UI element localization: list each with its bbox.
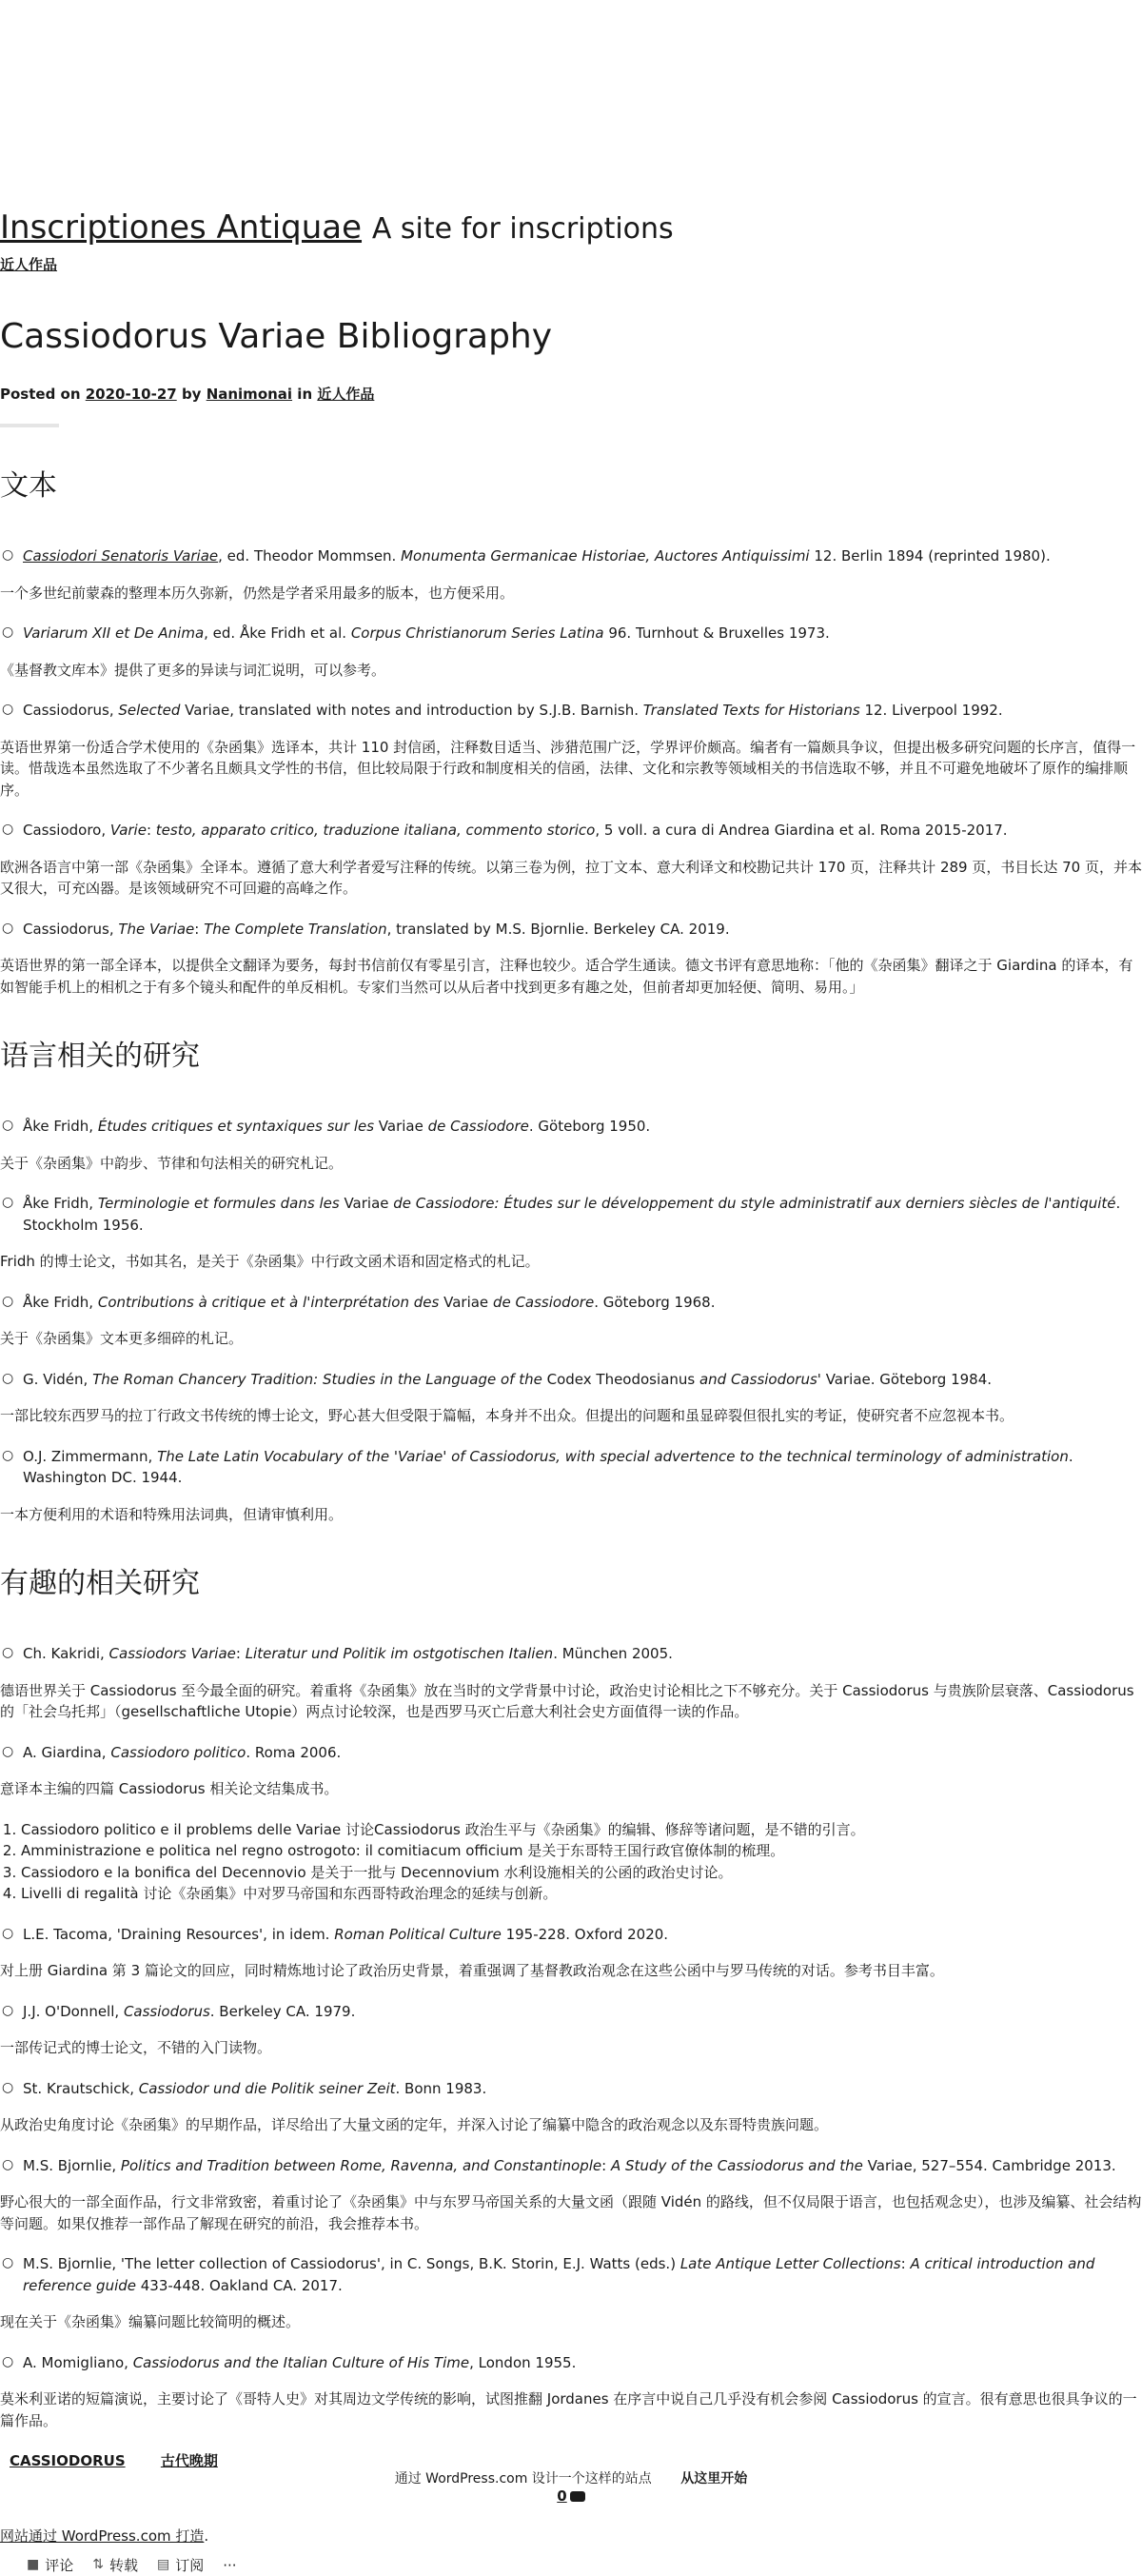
reference-list xyxy=(0,2155,1142,2177)
reference-author: Cassiodorus, xyxy=(23,921,118,938)
reference-author: M.S. Bjornlie, 'The letter collection of Cassiodorus', in C. Songs, B.K. Storin, E.J. Watts (eds.) xyxy=(23,2255,680,2272)
reference-series: A critical introduction and reference guide xyxy=(23,2255,1094,2294)
subscribe-icon: ▤ xyxy=(157,2555,169,2575)
reference-detail: : xyxy=(901,2255,911,2272)
tag-link[interactable]: CASSIODORUS xyxy=(10,2452,126,2469)
reference-item xyxy=(0,2253,1142,2296)
site-header xyxy=(0,0,1142,276)
reference-title: Politics and Tradition between Rome, Ravenna, and Constantinople xyxy=(121,2157,601,2174)
reference-author: L.E. Tacoma, 'Draining Resources', in idem. xyxy=(23,1926,334,1943)
reference-list xyxy=(0,919,1142,941)
reference-author: Cassiodorus, xyxy=(23,702,118,719)
reference-author: Cassiodoro, xyxy=(23,822,110,839)
reference-publication: 12. Berlin 1894 (reprinted 1980). xyxy=(810,547,1051,565)
reference-note: 《基督教文库本》提供了更多的异读与词汇说明，可以参考。 xyxy=(0,660,1142,682)
bullet-icon: ○ xyxy=(2,1643,13,1663)
reference-series: Translated Texts for Historians xyxy=(643,702,860,719)
reference-detail: : xyxy=(147,822,156,839)
reference-note: 意译本主编的四篇 Cassiodorus 相关论文结集成书。 xyxy=(0,1778,1142,1800)
bullet-icon: ○ xyxy=(2,2078,13,2098)
reference-item xyxy=(0,1446,1142,1489)
texts-list xyxy=(0,545,1142,998)
reference-detail: Codex Theodosianus xyxy=(542,1371,699,1388)
reference-publication: . München 2005. xyxy=(553,1645,673,1662)
reference-list xyxy=(0,2253,1142,2296)
reference-detail: Variae, translated with notes and introduction by S.J.B. Barnish. xyxy=(180,702,642,719)
reference-publication: . Washington DC. 1944. xyxy=(23,1448,1073,1487)
reference-detail: : xyxy=(236,1645,246,1662)
reference-note: 一部传记式的博士论文，不错的入门读物。 xyxy=(0,2037,1142,2059)
site-description: A site for inscriptions xyxy=(372,212,674,246)
reference-list xyxy=(0,1742,1142,1764)
posted-on-label: Posted on xyxy=(0,386,81,403)
reference-list xyxy=(0,1193,1142,1236)
reference-publication: 96. Turnhout & Bruxelles 1973. xyxy=(604,624,830,642)
paper-item: 3. Cassiodoro e la bonifica del Decennovio 是关于一批与 Decennovium 水利设施相关的公函的政治史讨论。 xyxy=(21,1862,1142,1884)
reference-item xyxy=(0,820,1142,842)
reference-item xyxy=(0,919,1142,941)
reference-list xyxy=(0,1116,1142,1138)
wordpress-footer-text: 通过 WordPress.com 设计一个这样的站点 xyxy=(395,2471,652,2487)
post-meta xyxy=(0,384,1142,406)
reference-detail: Variae xyxy=(340,1195,394,1212)
reference-item xyxy=(0,1193,1142,1236)
section-heading-interesting: 有趣的相关研究 xyxy=(0,1567,1142,1601)
reference-title-link[interactable] xyxy=(23,547,218,565)
reference-author: J.J. O'Donnell, xyxy=(23,2003,124,2020)
bullet-icon: ○ xyxy=(2,1292,13,1312)
reference-note: 一本方便利用的术语和特殊用法词典，但请审慎利用。 xyxy=(0,1504,1142,1526)
author-link[interactable]: Nanimonai xyxy=(207,386,292,403)
reference-title: Terminologie et formules dans les xyxy=(98,1195,340,1212)
reference-item xyxy=(0,1643,1142,1665)
reference-item xyxy=(0,1369,1142,1391)
bullet-icon: ○ xyxy=(2,2155,13,2175)
reference-series: Literatur und Politik im ostgotischen Italien xyxy=(246,1645,554,1662)
paper-item: 4. Livelli di regalità 讨论《杂函集》中对罗马帝国和东西哥特政治理念的延续与创新。 xyxy=(21,1883,1142,1905)
reference-author: Ch. Kakridi, xyxy=(23,1645,109,1662)
reference-list xyxy=(0,545,1142,567)
meta-divider xyxy=(0,424,59,427)
site-branding xyxy=(0,208,1142,250)
paper-item: 2. Amministrazione e politica nel regno ostrogoto: il comitiacum officium 是关于东哥特王国行政官僚体制的梳理。 xyxy=(21,1840,1142,1862)
reference-title: Variarum XII et De Anima xyxy=(23,624,204,642)
reference-list xyxy=(0,1924,1142,1946)
bullet-icon: ○ xyxy=(2,623,13,643)
reference-publication: . Göteborg 1950. xyxy=(529,1118,650,1135)
nav-category-link[interactable]: 近人作品 xyxy=(0,254,1142,276)
reference-note: 现在关于《杂函集》编纂问题比较简明的概述。 xyxy=(0,2311,1142,2333)
bullet-icon: ○ xyxy=(2,820,13,840)
reference-author: G. Vidén, xyxy=(23,1371,92,1388)
bullet-icon: ○ xyxy=(2,545,13,565)
bullet-icon: ○ xyxy=(2,1369,13,1389)
linguistic-list xyxy=(0,1116,1142,1525)
reference-list xyxy=(0,1643,1142,1665)
reference-note: 关于《杂函集》中韵步、节律和句法相关的研究札记。 xyxy=(0,1153,1142,1175)
reference-title: Cassiodorus xyxy=(124,2003,210,2020)
reference-title: The Variae xyxy=(118,921,194,938)
powered-by-link[interactable]: 网站通过 WordPress.com 打造 xyxy=(0,2527,204,2545)
reference-title: Late Antique Letter Collections xyxy=(680,2255,901,2272)
paper-list xyxy=(0,1819,1142,1905)
reference-list xyxy=(0,700,1142,722)
bullet-icon: ○ xyxy=(2,1116,13,1136)
reference-item xyxy=(0,2352,1142,2374)
comment-count-number[interactable]: 0 xyxy=(557,2487,566,2505)
reference-publication: Variae. Göteborg 1984. xyxy=(821,1371,992,1388)
subscribe-action-label: 订阅 xyxy=(175,2555,204,2576)
site-title[interactable] xyxy=(0,208,362,247)
reblog-action[interactable] xyxy=(92,2555,138,2576)
powered-by xyxy=(0,2526,1142,2547)
bullet-icon: ○ xyxy=(2,1742,13,1762)
reference-series: de Cassiodore xyxy=(428,1118,529,1135)
more-actions-button[interactable] xyxy=(223,2555,236,2576)
reference-title: Cassiodorus and the Italian Culture of His Time xyxy=(133,2354,469,2371)
reference-note: 英语世界的第一部全译本，以提供全文翻译为要务，每封书信前仅有零星引言，注释也较少。适合学生通读。德文书评有意思地称：「他的《杂函集》翻译之于 Giardina 的译本，有如智能手机上的相机之于有多个镜头和配件的单反相机。专家们当然可以从后者中找到更多有趣之处，但前者却更加轻便、简明、易用。」 xyxy=(0,955,1142,998)
reference-note: 莫米利亚诺的短篇演说，主要讨论了《哥特人史》对其周边文学传统的影响，试图推翻 Jordanes 在序言中说自己几乎没有机会参阅 Cassiodorus 的宣言。很有意思也很具争议的一篇作品。 xyxy=(0,2388,1142,2431)
reference-title: Études critiques et syntaxiques sur les xyxy=(98,1118,374,1135)
reference-publication: , 5 voll. a cura di Andrea Giardina et al. Roma 2015-2017. xyxy=(595,822,1007,839)
reference-detail: Variae xyxy=(374,1118,428,1135)
comment-action-label: 评论 xyxy=(45,2555,73,2576)
bullet-icon: ○ xyxy=(2,1193,13,1213)
subscribe-action[interactable] xyxy=(157,2555,204,2576)
reference-publication: 433-448. Oakland CA. 2017. xyxy=(136,2277,343,2294)
reference-note: 英语世界第一份适合学术使用的《杂函集》选译本，共计 110 封信函，注释数目适当、涉猎范围广泛，学界评价颇高。编者有一篇颇具争议，但提出极多研究问题的长序言，值得一读。惜哉选本虽然选取了不少著名且颇具文学性的书信，但比较局限于行政和制度相关的信函，法律、文化和宗教等领域相关的书信选取不够，并且不可避免地破坏了原作的编排顺序。 xyxy=(0,737,1142,802)
comment-action[interactable] xyxy=(27,2555,73,2576)
reference-note: 关于《杂函集》文本更多细碎的札记。 xyxy=(0,1328,1142,1350)
reference-detail: , ed. Åke Fridh et al. xyxy=(204,624,351,642)
in-label: in xyxy=(297,386,312,403)
comment-icon: ■ xyxy=(27,2555,39,2575)
main-content xyxy=(0,316,1142,2576)
post-category-link[interactable]: 近人作品 xyxy=(317,386,374,403)
reblog-action-label: 转载 xyxy=(109,2555,138,2576)
reference-list xyxy=(0,820,1142,842)
section-heading-texts: 文本 xyxy=(0,469,1142,504)
reference-title: Varie xyxy=(110,822,147,839)
reference-list xyxy=(0,2352,1142,2374)
reference-item xyxy=(0,545,1142,567)
reference-item xyxy=(0,623,1142,644)
bullet-icon: ○ xyxy=(2,2001,13,2021)
action-bar xyxy=(0,2555,1142,2576)
reference-author: A. Momigliano, xyxy=(23,2354,133,2371)
reference-item xyxy=(0,700,1142,722)
by-label: by xyxy=(182,386,202,403)
wordpress-footer xyxy=(0,2469,1142,2489)
comment-bubble-icon xyxy=(570,2491,585,2502)
reference-detail: Variae xyxy=(439,1294,493,1311)
reference-list xyxy=(0,2078,1142,2100)
reference-note: 野心很大的一部全面作品，行文非常致密，着重讨论了《杂函集》中与东罗马帝国关系的大量文函（跟随 Vidén 的路线，但不仅局限于语言，也包括观念史），也涉及编纂、社会结构等问题。如果仅推荐一部作品了解现在研究的前沿，我会推荐本书。 xyxy=(0,2191,1142,2234)
reference-item xyxy=(0,1116,1142,1138)
reference-list xyxy=(0,623,1142,644)
bullet-icon: ○ xyxy=(2,2352,13,2372)
reference-title: Cassiodor und die Politik seiner Zeit xyxy=(139,2080,396,2097)
reference-note: Fridh 的博士论文，书如其名，是关于《杂函集》中行政文函术语和固定格式的札记。 xyxy=(0,1251,1142,1273)
reference-publication: . Berkeley CA. 1979. xyxy=(210,2003,356,2020)
powered-by-period: . xyxy=(204,2527,208,2545)
bullet-icon: ○ xyxy=(2,700,13,720)
reference-detail: , ed. Theodor Mommsen. xyxy=(218,547,401,565)
paper-item: 1. Cassiodoro politico e il problems delle Variae 讨论Cassiodorus 政治生平与《杂函集》的编辑、修辞等诸问题，是不错的引言。 xyxy=(21,1819,1142,1841)
reference-item xyxy=(0,2078,1142,2100)
reference-series: testo, apparato critico, traduzione italiana, commento storico xyxy=(156,822,596,839)
reference-detail: : xyxy=(601,2157,611,2174)
reference-list xyxy=(0,1446,1142,1489)
reference-publication: . Göteborg 1968. xyxy=(594,1294,715,1311)
reference-note: 对上册 Giardina 第 3 篇论文的回应，同时精炼地讨论了政治历史背景，着重强调了基督教政治观念在这些公函中与罗马传统的对话。参考书目丰富。 xyxy=(0,1960,1142,1982)
bullet-icon: ○ xyxy=(2,2253,13,2273)
reference-author: A. Giardina, xyxy=(23,1744,110,1761)
reference-series: A Study of the Cassiodorus and the xyxy=(611,2157,863,2174)
reference-series: Monumenta Germanicae Historiae, Auctores Antiquissimi xyxy=(401,547,810,565)
reference-title: The Late Latin Vocabulary of the 'Variae' of Cassiodorus, with special advertence to the technical terminology of administration xyxy=(157,1448,1069,1465)
wordpress-start-link[interactable]: 从这里开始 xyxy=(680,2471,747,2487)
reference-note: 欧洲各语言中第一部《杂函集》全译本。遵循了意大利学者爱写注释的传统。以第三卷为例，拉丁文本、意大利译文和校勘记共计 170 页，注释共计 289 页，书目长达 70 页，并本又很大，可充凶器。是该领域研究不可回避的高峰之作。 xyxy=(0,857,1142,900)
reference-note: 从政治史角度讨论《杂函集》的早期作品，详尽给出了大量文函的定年，并深入讨论了编纂中隐含的政治观念以及东哥特贵族问题。 xyxy=(0,2114,1142,2136)
reference-title: Selected xyxy=(118,702,180,719)
reference-note: 一个多世纪前蒙森的整理本历久弥新，仍然是学者采用最多的版本，也方便采用。 xyxy=(0,583,1142,604)
post-date-link[interactable]: 2020-10-27 xyxy=(86,386,177,403)
bullet-icon: ○ xyxy=(2,1446,13,1466)
section-heading-linguistic: 语言相关的研究 xyxy=(0,1040,1142,1074)
reference-publication: 195-228. Oxford 2020. xyxy=(502,1926,668,1943)
reference-list xyxy=(0,2001,1142,2023)
reference-series: Corpus Christianorum Series Latina xyxy=(351,624,604,642)
reference-item xyxy=(0,2155,1142,2177)
reference-item xyxy=(0,1742,1142,1764)
bullet-icon: ○ xyxy=(2,1924,13,1944)
reference-author: Åke Fridh, xyxy=(23,1294,98,1311)
tag-link[interactable]: 古代晚期 xyxy=(161,2452,218,2469)
interesting-list xyxy=(0,1643,1142,2431)
reference-series: de Cassiodore: Études sur le développement du style administratif aux derniers siècles de l'antiquité xyxy=(393,1195,1115,1212)
reference-series: de Cassiodore xyxy=(493,1294,594,1311)
reference-author: Åke Fridh, xyxy=(23,1195,98,1212)
more-icon: ··· xyxy=(223,2555,236,2576)
reference-title: The Roman Chancery Tradition: Studies in the Language of the xyxy=(92,1371,542,1388)
post-title: Cassiodorus Variae Bibliography xyxy=(0,316,1142,357)
reference-publication: . Stockholm 1956. xyxy=(23,1195,1120,1234)
reference-publication: 12. Liverpool 1992. xyxy=(860,702,1003,719)
reference-publication: , translated by M.S. Bjornlie. Berkeley CA. 2019. xyxy=(387,921,730,938)
reference-item xyxy=(0,2001,1142,2023)
reference-publication: . Bonn 1983. xyxy=(396,2080,487,2097)
reference-note: 德语世界关于 Cassiodorus 至今最全面的研究。着重将《杂函集》放在当时的文学背景中讨论，政治史讨论相比之下不够充分。关于 Cassiodorus 与贵族阶层衰落、Cassiodorus 的「社会乌托邦」（gesellschaftliche Utopie）两点讨论较深，也是西罗马灭亡后意大利社会史方面值得一读的作品。 xyxy=(0,1680,1142,1723)
reference-title: Roman Political Culture xyxy=(334,1926,502,1943)
reference-note: 一部比较东西罗马的拉丁行政文书传统的博士论文，野心甚大但受限于篇幅，本身并不出众。但提出的问题和虽显碎裂但很扎实的考证，使研究者不应忽视本书。 xyxy=(0,1405,1142,1427)
site-title-link[interactable]: Inscriptiones Antiquae xyxy=(0,208,362,247)
reference-series: The Complete Translation xyxy=(204,921,387,938)
reference-title: Cassiodors Variae xyxy=(109,1645,236,1662)
reference-author: M.S. Bjornlie, xyxy=(23,2157,121,2174)
reference-author: St. Krautschick, xyxy=(23,2080,139,2097)
reference-publication: , London 1955. xyxy=(469,2354,576,2371)
reblog-icon: ⇅ xyxy=(92,2555,104,2575)
reference-list xyxy=(0,1369,1142,1391)
reference-detail: : xyxy=(194,921,204,938)
reference-list xyxy=(0,1292,1142,1314)
reference-series: and Cassiodorus' xyxy=(699,1371,821,1388)
reference-title: Cassiodoro politico xyxy=(110,1744,246,1761)
reference-author: O.J. Zimmermann, xyxy=(23,1448,157,1465)
reference-title: Contributions à critique et à l'interprétation des xyxy=(98,1294,439,1311)
reference-item xyxy=(0,1924,1142,1946)
reference-item xyxy=(0,1292,1142,1314)
reference-author: Åke Fridh, xyxy=(23,1118,98,1135)
reference-title: Cassiodori Senatoris Variae xyxy=(23,547,218,565)
bullet-icon: ○ xyxy=(2,919,13,939)
reference-publication: . Roma 2006. xyxy=(246,1744,341,1761)
reference-publication: Variae, 527–554. Cambridge 2013. xyxy=(863,2157,1116,2174)
